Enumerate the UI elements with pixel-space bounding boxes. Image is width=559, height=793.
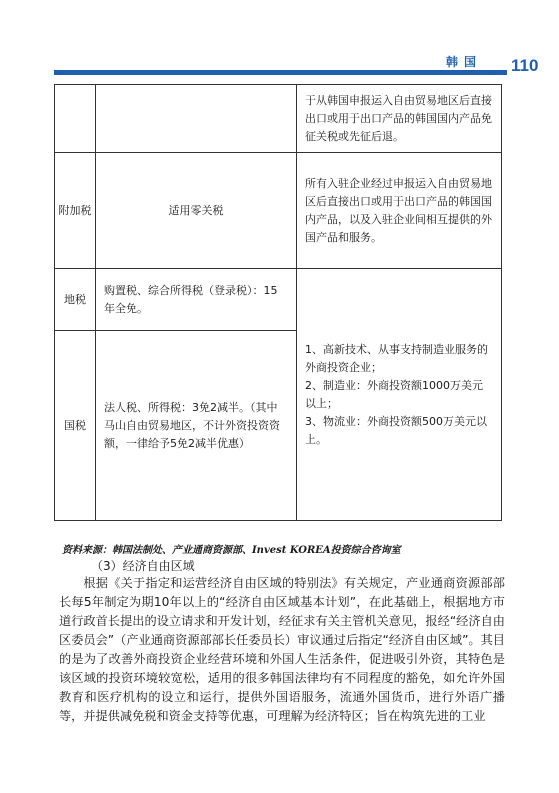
category-cell: 地税 — [55, 269, 96, 331]
body-paragraph: 根据《关于指定和运营经济自由区域的特别法》有关规定，产业通商资源部部长每5年制定为期10年以上的“经济自由区域基本计划”，在此基础上，根据地方市道行政首长提出的设立请求和开发计划，经征求有关主管机关意见，报经“经济自由区委员会”（产业通商资源部部长任委员长）审议通过后指定“经济自由区域”。其目的是为了改善外商投资企业经营环境和外国人生活条件，促进吸引外资，其特色是该区域的投资环境较宽松，适用的很多韩国法律均有不同程度的豁免，如允许外国教育和医疗机构的设立和运行，提供外国语服务，流通外国货币，进行外语广播等，并提供减免税和资金支持等优惠，可理解为经济特区；旨在构筑先进的工业 — [59, 576, 505, 723]
category-cell — [55, 85, 96, 153]
scope-line: 2、制造业：外商投资额1000万美元以上； — [305, 378, 483, 410]
category-cell: 附加税 — [55, 153, 96, 269]
policy-cell: 法人税、所得税：3免2减半。（其中马山自由贸易地区，不计外资投资资额，一律给予5免2减半优惠） — [96, 331, 297, 521]
header-rule — [54, 70, 507, 75]
scope-cell: 所有入驻企业经过申报运入自由贸易地区后直接出口或用于出口产品的韩国国内产品，以及入驻企业间相互提供的外国产品和服务。 — [297, 153, 502, 269]
merged-scope-cell — [297, 269, 502, 521]
scope-line: 3、物流业：外商投资额500万美元以上。 — [305, 414, 487, 446]
tax-incentive-table — [54, 84, 502, 521]
policy-cell: 适用零关税 — [96, 153, 297, 269]
table-row — [55, 153, 502, 269]
source-note: 资料来源：韩国法制处、产业通商资源部、Invest KOREA投资综合咨询室 — [62, 545, 401, 556]
page-number: 110 — [511, 56, 539, 75]
scope-line: 1、高新技术、从事支持制造业服务的外商投资企业； — [305, 342, 488, 374]
table-row — [55, 269, 502, 331]
table-row — [55, 85, 502, 153]
category-cell: 国税 — [55, 331, 96, 521]
policy-cell: 购置税、综合所得税（登录税）：15年全免。 — [96, 269, 297, 331]
policy-cell — [96, 85, 297, 153]
scope-cell: 于从韩国申报运入自由贸易地区后直接出口或用于出口产品的韩国国内产品免征关税或先征后退。 — [297, 85, 502, 153]
section-title: （3）经济自由区域 — [91, 559, 195, 573]
page-header-country: 韩国 — [446, 55, 483, 69]
